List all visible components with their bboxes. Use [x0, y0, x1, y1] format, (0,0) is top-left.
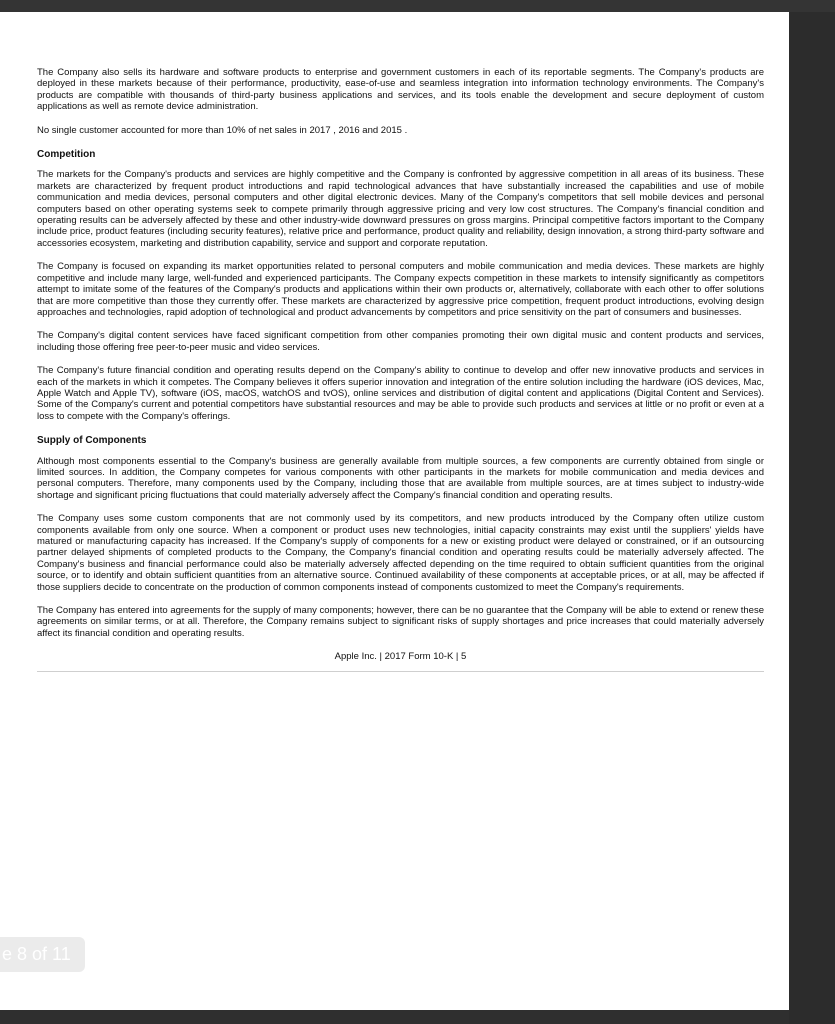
- paragraph-enterprise: The Company also sells its hardware and software products to enterprise and government customers in each of its reportable segments. The Company's products are deployed in these markets because of their performance, productivity, ease-of-use and seamless integration into information technology environments. The Company's products are compatible with thousands of third-party business applications and services, and its tools enable the development and secure deployment of custom applications as well as remote device administration.: [37, 67, 764, 113]
- paragraph-competition-1: The markets for the Company's products and services are highly competitive and the Company is confronted by aggressive competition in all areas of its business. These markets are characterized by frequent product introductions and rapid technological advances that have substantially increased the capabilities and use of mobile communication and media devices, personal computers and other digital electronic devices. Many of the Company's competitors that sell mobile devices and personal computers based on other operating systems seek to compete primarily through aggressive pricing and very low cost structures. The Company's financial condition and operating results can be adversely affected by these and other industry-wide downward pressures on gross margins. Principal competitive factors important to the Company include price, product features (including security features), relative price and performance, product quality and reliability, design innovation, a strong third-party software and accessories ecosystem, marketing and distribution capability, service and support and corporate reputation.: [37, 169, 764, 249]
- section-heading-competition: Competition: [37, 149, 96, 161]
- paragraph-competition-3: The Company's digital content services have faced significant competition from other companies promoting their own digital music and content products and services, including those offering free peer-to-peer music and video services.: [37, 330, 764, 353]
- paragraph-competition-2: The Company is focused on expanding its market opportunities related to personal computers and mobile communication and media devices. These markets are highly competitive and include many large, well-funded and experienced participants. The Company expects competition in these markets to intensify significantly as competitors attempt to imitate some of the features of the Company's products and applications within their own products or, alternatively, collaborate with each other to offer solutions that are more competitive than those they currently offer. These markets are characterized by aggressive price competition, frequent product introductions, evolving design approaches and technologies, rapid adoption of technological and product advancements by competitors and price sensitivity on the part of consumers and businesses.: [37, 261, 764, 318]
- page-content: [37, 67, 764, 672]
- page-number-indicator: e 8 of 11: [0, 937, 85, 972]
- paragraph-supply-1: Although most components essential to the Company's business are generally available from multiple sources, a few components are currently obtained from single or limited sources. In addition, the Company competes for various components with other participants in the markets for mobile communication and media devices and personal computers. Therefore, many components used by the Company, including those that are available from multiple sources, are at times subject to industry-wide shortage and significant pricing fluctuations that could materially adversely affect the Company's financial condition and operating results.: [37, 455, 764, 501]
- paragraph-supply-3: The Company has entered into agreements for the supply of many components; however, there can be no guarantee that the Company will be able to extend or renew these agreements on similar terms, or at all. Therefore, the Company remains subject to significant risks of supply shortages and price increases that could materially adversely affect its financial condition and operating results.: [37, 605, 764, 639]
- paragraph-customer-concentration: No single customer accounted for more than 10% of net sales in 2017 , 2016 and 2015 .: [37, 124, 408, 136]
- viewer-top-bar: [0, 0, 835, 12]
- viewer-side-panel: [789, 12, 835, 1024]
- paragraph-supply-2: The Company uses some custom components that are not commonly used by its competitors, and new products introduced by the Company often utilize custom components available from only one source. When a component or product uses new technologies, initial capacity constraints may exist until the suppliers' yields have matured or manufacturing capacity has increased. If the Company's supply of components for a new or existing product were delayed or constrained, or if an outsourcing partner delayed shipments of completed products to the Company, the Company's financial condition and operating results could be materially adversely affected. The Company's business and financial performance could also be materially adversely affected depending on the time required to obtain sufficient quantities from the original source, or to identify and obtain sufficient quantities from an alternative source. Continued availability of these components at acceptable prices, or at all, may be affected if those suppliers decide to concentrate on the production of common components instead of components customized to meet the Company's requirements.: [37, 513, 764, 593]
- document-page: [0, 12, 789, 1010]
- section-heading-supply: Supply of Components: [37, 435, 147, 447]
- paragraph-competition-4: The Company's future financial condition and operating results depend on the Company's ability to continue to develop and offer new innovative products and services in each of the markets in which it competes. The Company believes it offers superior innovation and integration of the entire solution including the hardware (iOS devices, Mac, Apple Watch and Apple TV), software (iOS, macOS, watchOS and tvOS), online services and distribution of digital content and applications (Digital Content and Services). Some of the Company's current and potential competitors have substantial resources and may be able to provide such products and services at little or no profit or even at a loss to compete with the Company's offerings.: [37, 365, 764, 422]
- page-footer: Apple Inc. | 2017 Form 10-K | 5: [37, 651, 764, 671]
